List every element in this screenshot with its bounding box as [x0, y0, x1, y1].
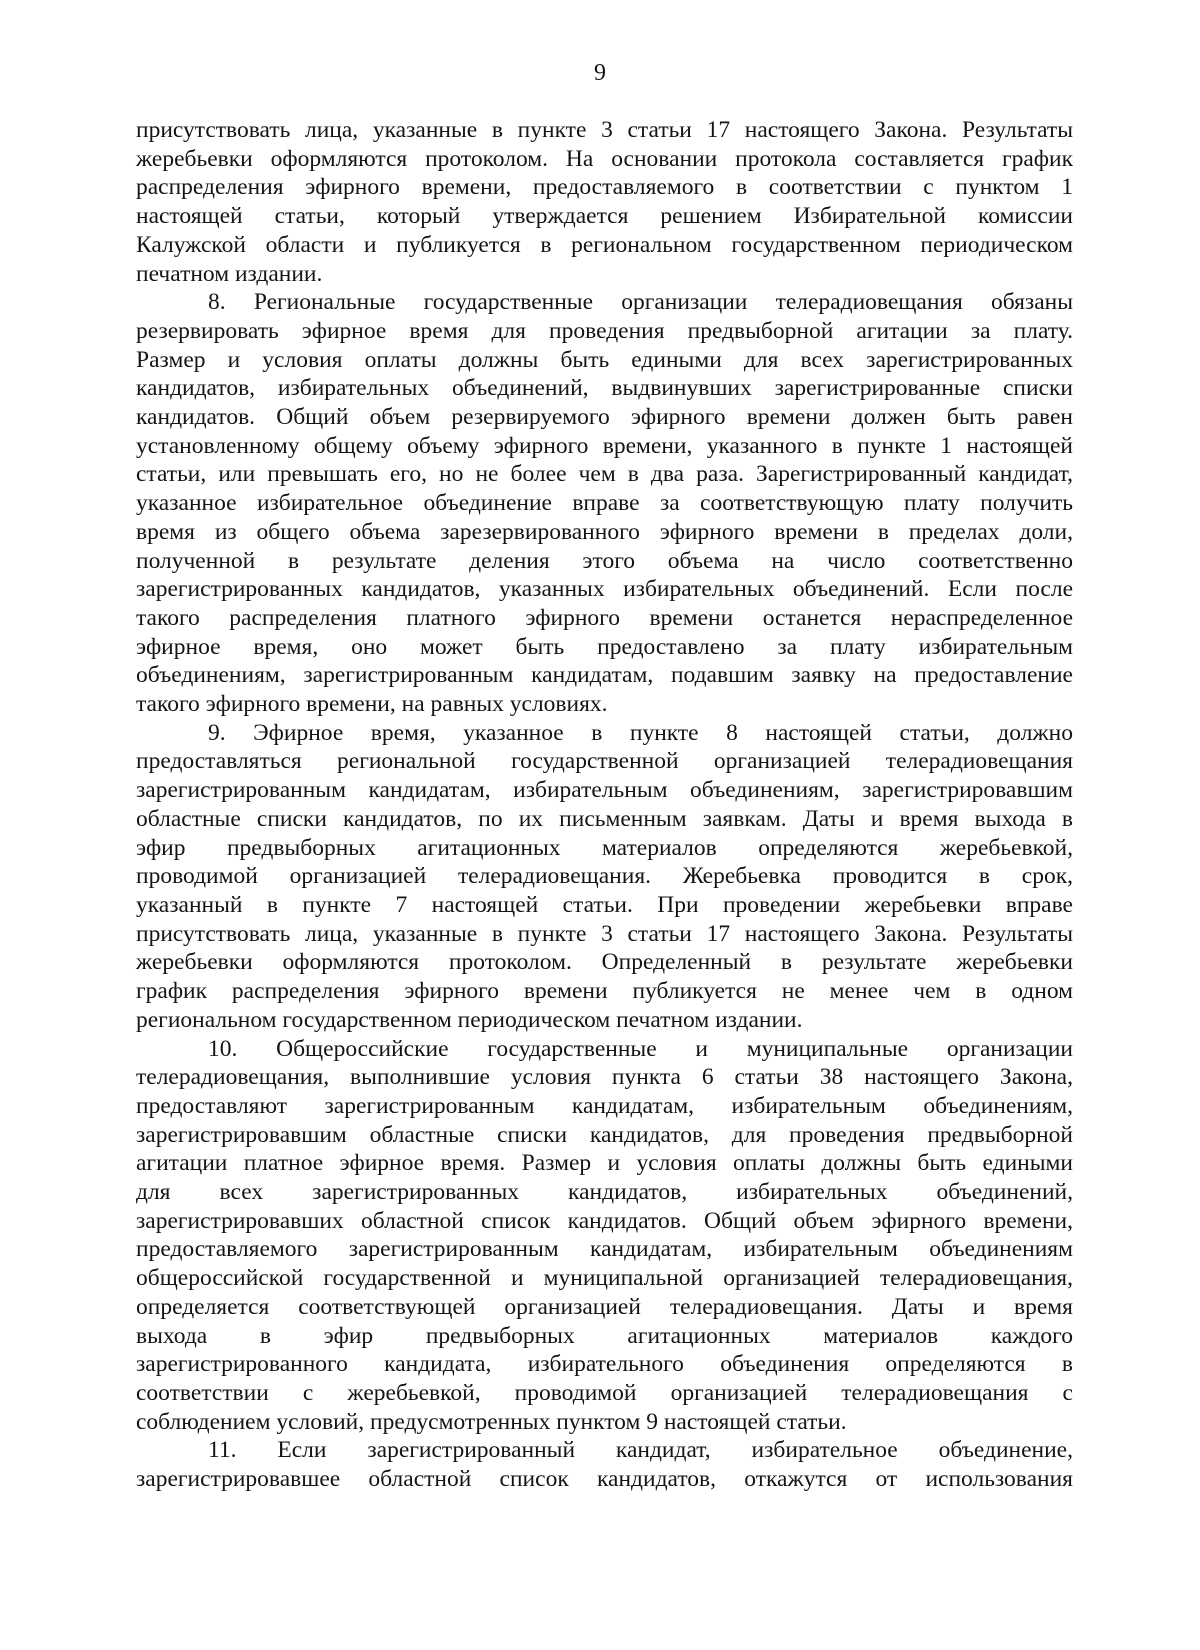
text-line: соответствии с жеребьевкой, проводимой организацией телерадиовещания с — [136, 1379, 1073, 1406]
text-line: такого распределения платного эфирного времени останется нераспределенное — [136, 604, 1073, 631]
text-line: кандидатов, избирательных объединений, выдвинувших зарегистрированные списки — [136, 375, 1073, 402]
text-line: распределения эфирного времени, предоставляемого в соответствии с пунктом 1 — [136, 174, 1073, 201]
text-line: эфир предвыборных агитационных материалов определяются жеребьевкой, — [136, 834, 1073, 861]
text-line: предоставляют зарегистрированным кандидатам, избирательным объединениям, — [136, 1092, 1073, 1119]
paragraph-10 — [136, 1035, 1073, 1437]
text-line: присутствовать лица, указанные в пункте 3 статьи 17 настоящего Закона. Результаты — [136, 920, 1073, 947]
text-line: зарегистрированных кандидатов, указанных избирательных объединений. Если после — [136, 576, 1073, 603]
text-line: 11. Если зарегистрированный кандидат, избирательное объединение, — [208, 1437, 1073, 1464]
text-line: присутствовать лица, указанные в пункте 3 статьи 17 настоящего Закона. Результаты — [136, 117, 1073, 143]
text-line: региональном государственном периодическом печатном издании. — [136, 1006, 803, 1033]
text-line: Размер и условия оплаты должны быть едиными для всех зарегистрированных — [136, 346, 1073, 373]
text-line: для всех зарегистрированных кандидатов, избирательных объединений, — [136, 1179, 1073, 1206]
paragraph-9 — [136, 719, 1073, 1035]
text-line: областные списки кандидатов, по их письменным заявкам. Даты и время выхода в — [136, 805, 1073, 832]
text-line: зарегистрированным кандидатам, избирательным объединениям, зарегистрировавшим — [136, 777, 1073, 804]
text-line: такого эфирного времени, на равных условиях. — [136, 691, 608, 718]
text-line: зарегистрировавших областной список кандидатов. Общий объем эфирного времени, — [136, 1207, 1073, 1234]
text-line: график распределения эфирного времени публикуется не менее чем в одном — [136, 978, 1073, 1005]
text-line: указанное избирательное объединение вправе за соответствующую плату получить — [136, 490, 1073, 517]
text-line: эфирное время, оно может быть предоставлено за плату избирательным — [136, 633, 1073, 660]
text-line: телерадиовещания, выполнившие условия пункта 6 статьи 38 настоящего Закона, — [136, 1064, 1073, 1091]
text-line: общероссийской государственной и муниципальной организацией телерадиовещания, — [136, 1265, 1073, 1292]
text-line: жеребьевки оформляются протоколом. Определенный в результате жеребьевки — [136, 949, 1073, 976]
text-line: Калужской области и публикуется в региональном государственном периодическом — [136, 231, 1073, 258]
text-line: объединениям, зарегистрированным кандидатам, подавшим заявку на предоставление — [136, 662, 1073, 689]
text-line: установленному общему объему эфирного времени, указанного в пункте 1 настоящей — [136, 432, 1073, 459]
text-line: агитации платное эфирное время. Размер и условия оплаты должны быть едиными — [136, 1150, 1073, 1177]
text-line: предоставляться региональной государственной организацией телерадиовещания — [136, 748, 1073, 775]
text-line: 9. Эфирное время, указанное в пункте 8 настоящей статьи, должно — [208, 719, 1073, 746]
paragraph-8 — [136, 288, 1073, 719]
page-number: 9 — [594, 60, 606, 86]
paragraph-7-continued — [136, 116, 1073, 288]
text-line: резервировать эфирное время для проведения предвыборной агитации за плату. — [136, 317, 1073, 344]
document-body — [136, 116, 1073, 1494]
text-line: зарегистрировавшим областные списки кандидатов, для проведения предвыборной — [136, 1121, 1073, 1148]
text-line: 8. Региональные государственные организации телерадиовещания обязаны — [208, 289, 1073, 316]
text-line: кандидатов. Общий объем резервируемого эфирного времени должен быть равен — [136, 404, 1073, 431]
text-line: зарегистрированного кандидата, избирательного объединения определяются в — [136, 1351, 1073, 1378]
text-line: настоящей статьи, который утверждается решением Избирательной комиссии — [136, 203, 1073, 230]
text-line: время из общего объема зарезервированного эфирного времени в пределах доли, — [136, 518, 1073, 545]
text-line: полученной в результате деления этого объема на число соответственно — [136, 547, 1073, 574]
paragraph-11 — [136, 1436, 1073, 1493]
text-line: зарегистрировавшее областной список кандидатов, откажутся от использования — [136, 1466, 1073, 1493]
text-line: статьи, или превышать его, но не более чем в два раза. Зарегистрированный кандидат, — [136, 461, 1073, 488]
text-line: проводимой организацией телерадиовещания. Жеребьевка проводится в срок, — [136, 863, 1073, 890]
text-line: печатном издании. — [136, 260, 323, 287]
text-line: жеребьевки оформляются протоколом. На основании протокола составляется график — [136, 145, 1073, 172]
text-line: 10. Общероссийские государственные и муниципальные организации — [208, 1035, 1073, 1062]
text-line: предоставляемого зарегистрированным кандидатам, избирательным объединениям — [136, 1236, 1073, 1263]
text-line: выхода в эфир предвыборных агитационных материалов каждого — [136, 1322, 1073, 1349]
text-line: определяется соответствующей организацией телерадиовещания. Даты и время — [136, 1293, 1073, 1320]
text-line: указанный в пункте 7 настоящей статьи. При проведении жеребьевки вправе — [136, 891, 1073, 918]
text-line: соблюдением условий, предусмотренных пунктом 9 настоящей статьи. — [136, 1408, 847, 1435]
